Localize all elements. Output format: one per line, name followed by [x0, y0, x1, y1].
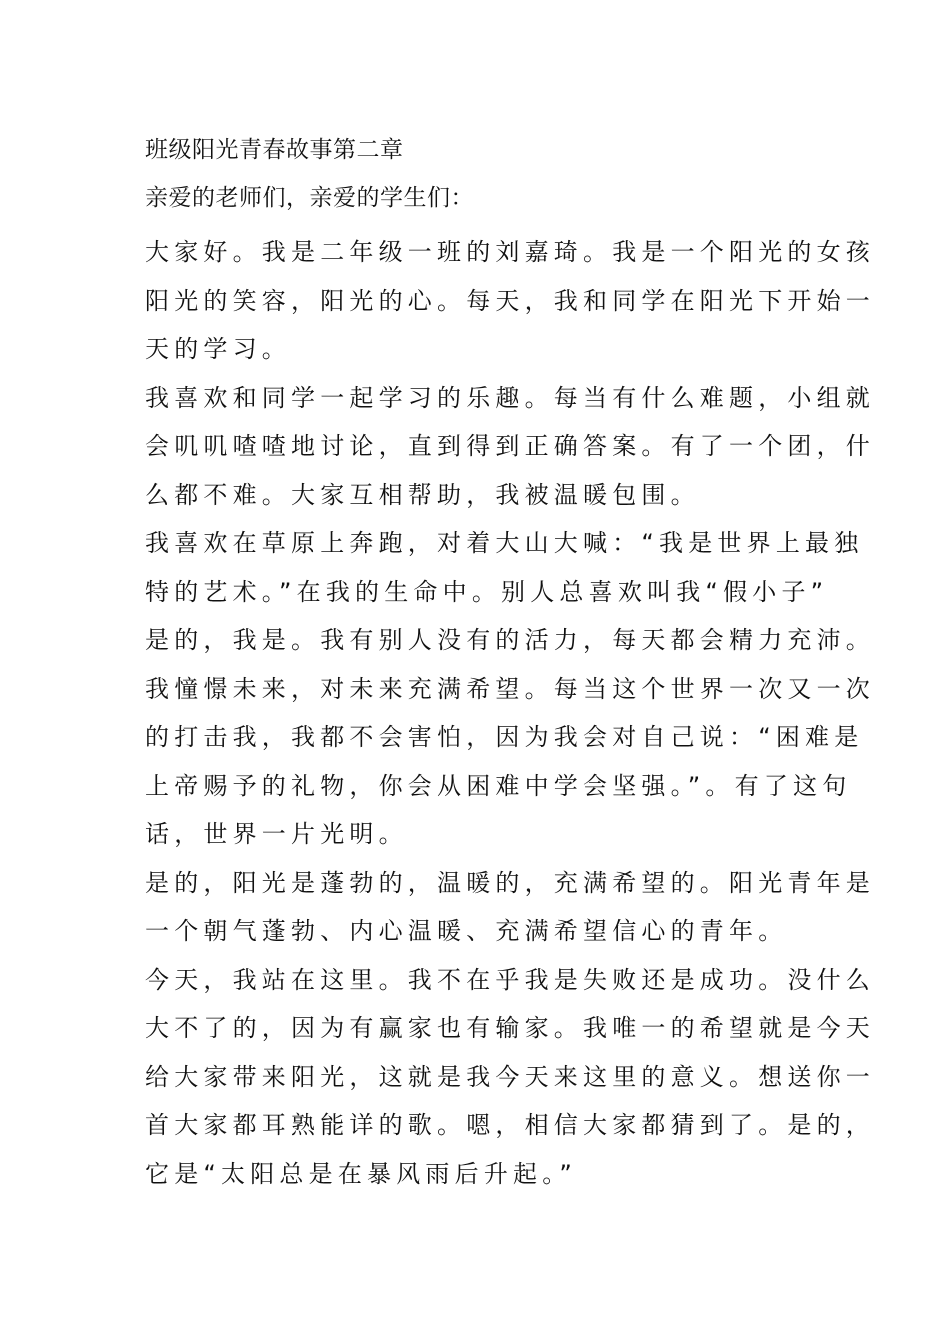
- paragraph-study: [145, 374, 875, 520]
- text-line: 是的，阳光是蓬勃的，温暖的，充满希望的。阳光青年是: [145, 868, 875, 897]
- text-line: 我喜欢在草原上奔跑，对着大山大喊：“我是世界上最独: [145, 529, 864, 557]
- text-line: 它是“太阳总是在暴风雨后升起。”: [145, 1159, 578, 1188]
- text-line: 首大家都耳熟能详的歌。嗯，相信大家都猜到了。是的，: [145, 1111, 875, 1139]
- text-line: 给大家带来阳光，这就是我今天来这里的意义。想送你一: [145, 1062, 875, 1091]
- paragraph-closing: [145, 956, 875, 1199]
- text-line: 话，世界一片光明。: [145, 820, 408, 848]
- text-line: 么都不难。大家互相帮助，我被温暖包围。: [145, 480, 700, 509]
- text-line: 我憧憬未来，对未来充满希望。每当这个世界一次又一次: [145, 674, 875, 703]
- text-line: 天的学习。: [145, 335, 291, 363]
- paragraph-sunshine: [145, 859, 875, 956]
- document-title: 班级阳光青春故事第二章: [145, 137, 404, 163]
- text-line: 阳光的笑容，阳光的心。每天，我和同学在阳光下开始一: [145, 286, 875, 315]
- text-line: 大不了的，因为有赢家也有输家。我唯一的希望就是今天: [145, 1014, 875, 1042]
- paragraph-future: [145, 665, 875, 859]
- paragraph-running: [145, 519, 875, 665]
- text-line: 我喜欢和同学一起学习的乐趣。每当有什么难题，小组就: [145, 383, 875, 412]
- paragraph-intro: [145, 228, 875, 374]
- text-line: 的打击我，我都不会害怕，因为我会对自己说：“困难是: [145, 723, 864, 751]
- text-line: 是的，我是。我有别人没有的活力，每天都会精力充沛。: [145, 626, 875, 654]
- text-line: 会叽叽喳喳地讨论，直到得到正确答案。有了一个团，什: [145, 432, 875, 460]
- document-body: [145, 132, 875, 1198]
- text-line: 特的艺术。”在我的生命中。别人总喜欢叫我“假小子”: [145, 577, 829, 606]
- text-line: 大家好。我是二年级一班的刘嘉琦。我是一个阳光的女孩: [145, 238, 875, 266]
- text-line: 今天，我站在这里。我不在乎我是失败还是成功。没什么: [145, 965, 875, 994]
- text-line: 一个朝气蓬勃、内心温暖、充满希望信心的青年。: [145, 917, 788, 945]
- text-line: 上帝赐予的礼物，你会从困难中学会坚强。”。有了这句: [145, 771, 852, 800]
- greeting-line: 亲爱的老师们，亲爱的学生们：: [145, 185, 474, 211]
